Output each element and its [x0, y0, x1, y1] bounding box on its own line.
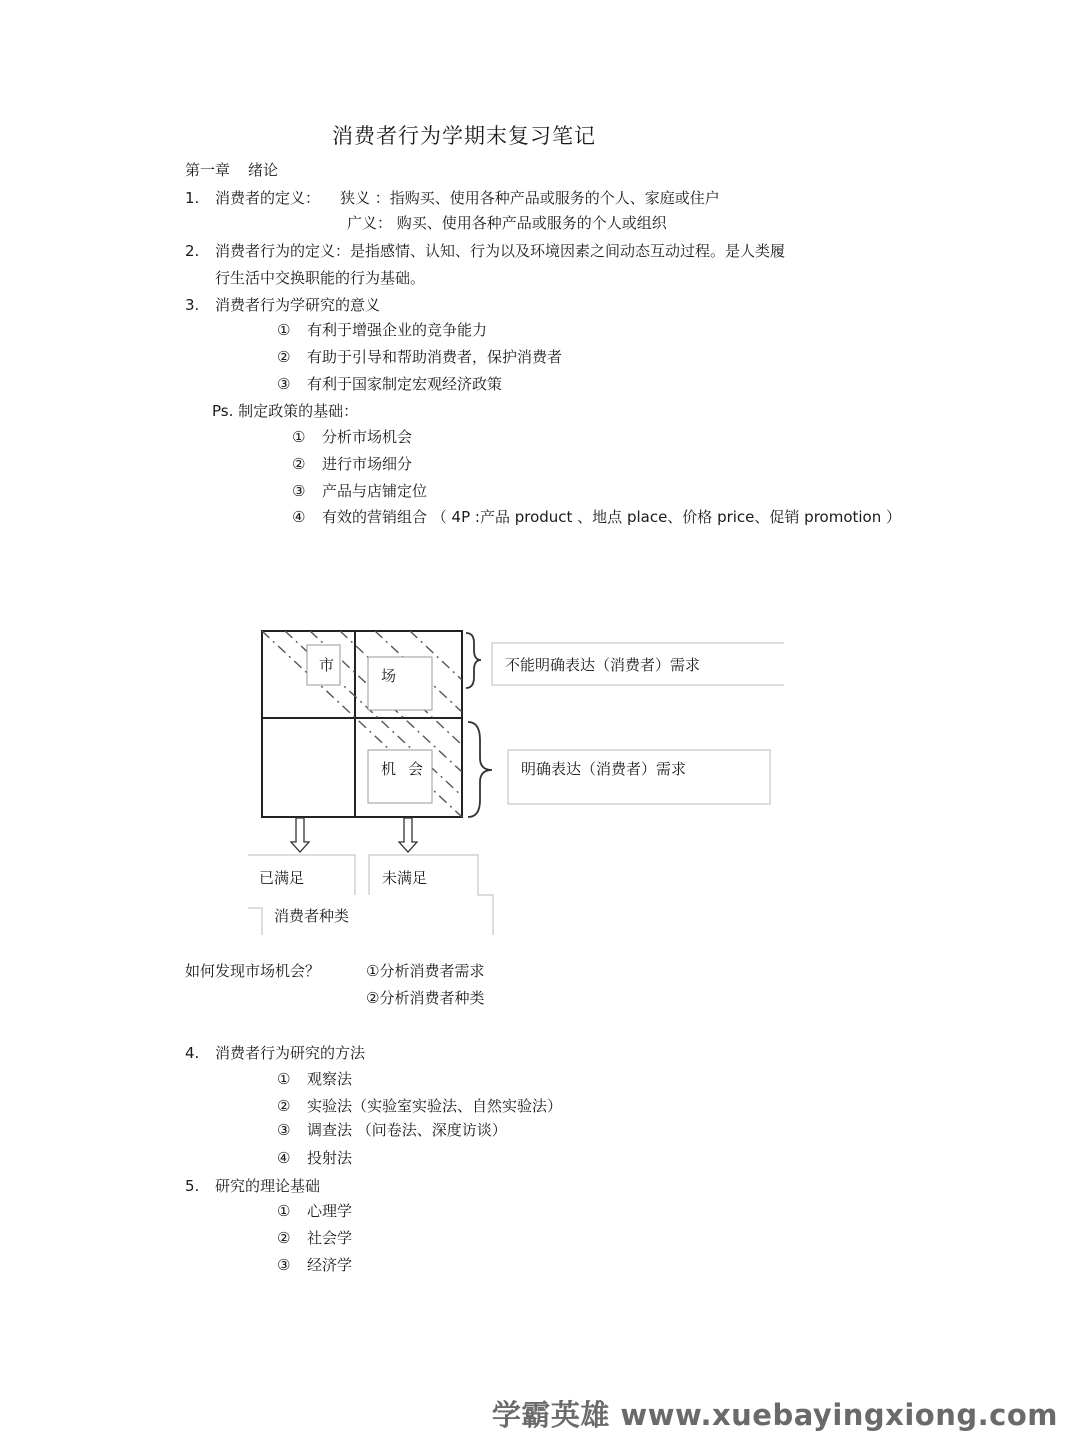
consumer-definition-narrow: 狭义 ：指购买、使用各种产品或服务的个人、家庭或住户 — [340, 189, 720, 207]
list-item-marker: ③ — [277, 375, 291, 393]
cell-opportunity-2: 会 — [408, 760, 424, 778]
label-satisfied: 已满足 — [259, 869, 305, 887]
consumer-definition-broad: 广义： 购买、使用各种产品或服务的个人或组织 — [347, 214, 667, 232]
list-item: 实验法（实验室实验法、自然实验法） — [307, 1097, 563, 1115]
section-5-heading: 研究的理论基础 — [215, 1177, 321, 1195]
list-item-marker: ② — [277, 348, 291, 366]
list-item-marker: ② — [277, 1229, 291, 1247]
answer-item: ①分析消费者需求 — [366, 962, 485, 980]
watermark: 学霸英雄 www.xuebayingxiong.com — [491, 1398, 1058, 1432]
list-item: 有效的营销组合 （ 4P :产品 product 、地点 place、价格 price、促销 promotion ） — [322, 508, 901, 526]
section-1-label: 消费者的定义： — [215, 189, 321, 207]
arrow-down-icon — [399, 818, 417, 852]
section-4-number: 4. — [185, 1044, 200, 1062]
list-item: 心理学 — [307, 1202, 353, 1220]
list-item-marker: ③ — [292, 482, 306, 500]
list-item-marker: ① — [277, 321, 291, 339]
list-item-marker: ① — [292, 428, 306, 446]
label-unexpressed-demand: 不能明确表达（消费者）需求 — [505, 656, 701, 674]
chapter-name: 绪论 — [248, 161, 279, 179]
list-item-marker: ③ — [277, 1121, 291, 1139]
section-5-number: 5. — [185, 1177, 200, 1195]
arrow-down-icon — [291, 818, 309, 852]
list-item: 社会学 — [307, 1229, 353, 1247]
section-2-line-2: 行生活中交换职能的行为基础。 — [215, 269, 426, 287]
section-3-heading: 消费者行为学研究的意义 — [215, 296, 381, 314]
list-item: 调查法 （问卷法、深度访谈） — [307, 1121, 507, 1139]
label-expressed-demand: 明确表达（消费者）需求 — [521, 760, 687, 778]
list-item: 投射法 — [307, 1149, 353, 1167]
page-title: 消费者行为学期末复习笔记 — [332, 124, 596, 148]
list-item-marker: ② — [277, 1097, 291, 1115]
list-item: 分析市场机会 — [322, 428, 413, 446]
list-item: 有利于增强企业的竞争能力 — [307, 321, 488, 339]
list-item: 经济学 — [307, 1256, 353, 1274]
label-consumer-types: 消费者种类 — [274, 907, 350, 925]
list-item: 有助于引导和帮助消费者，保护消费者 — [307, 348, 563, 366]
list-item-marker: ③ — [277, 1256, 291, 1274]
question-text: 如何发现市场机会？ — [185, 962, 321, 980]
brace-upper — [466, 633, 481, 688]
section-1-number: 1. — [185, 189, 200, 207]
section-3-number: 3. — [185, 296, 200, 314]
list-item-marker: ① — [277, 1070, 291, 1088]
answer-item: ②分析消费者种类 — [366, 989, 485, 1007]
section-2-number: 2. — [185, 242, 200, 260]
brace-lower — [468, 722, 492, 817]
cell-market-1: 市 — [319, 656, 335, 674]
cell-market-2: 场 — [381, 667, 397, 685]
chapter-number: 第一章 — [185, 161, 231, 179]
ps-heading: Ps. 制定政策的基础： — [212, 402, 359, 420]
list-item: 有利于国家制定宏观经济政策 — [307, 375, 503, 393]
section-2-line-1: 消费者行为的定义：是指感情、认知、行为以及环境因素之间动态互动过程。是人类履 — [215, 242, 786, 260]
list-item: 观察法 — [307, 1070, 353, 1088]
section-4-heading: 消费者行为研究的方法 — [215, 1044, 366, 1062]
list-item: 进行市场细分 — [322, 455, 413, 473]
list-item-marker: ④ — [292, 508, 306, 526]
label-unsatisfied: 未满足 — [382, 869, 428, 887]
list-item-marker: ② — [292, 455, 306, 473]
cell-opportunity-1: 机 — [381, 760, 397, 778]
list-item: 产品与店铺定位 — [322, 482, 428, 500]
list-item-marker: ④ — [277, 1149, 291, 1167]
list-item-marker: ① — [277, 1202, 291, 1220]
